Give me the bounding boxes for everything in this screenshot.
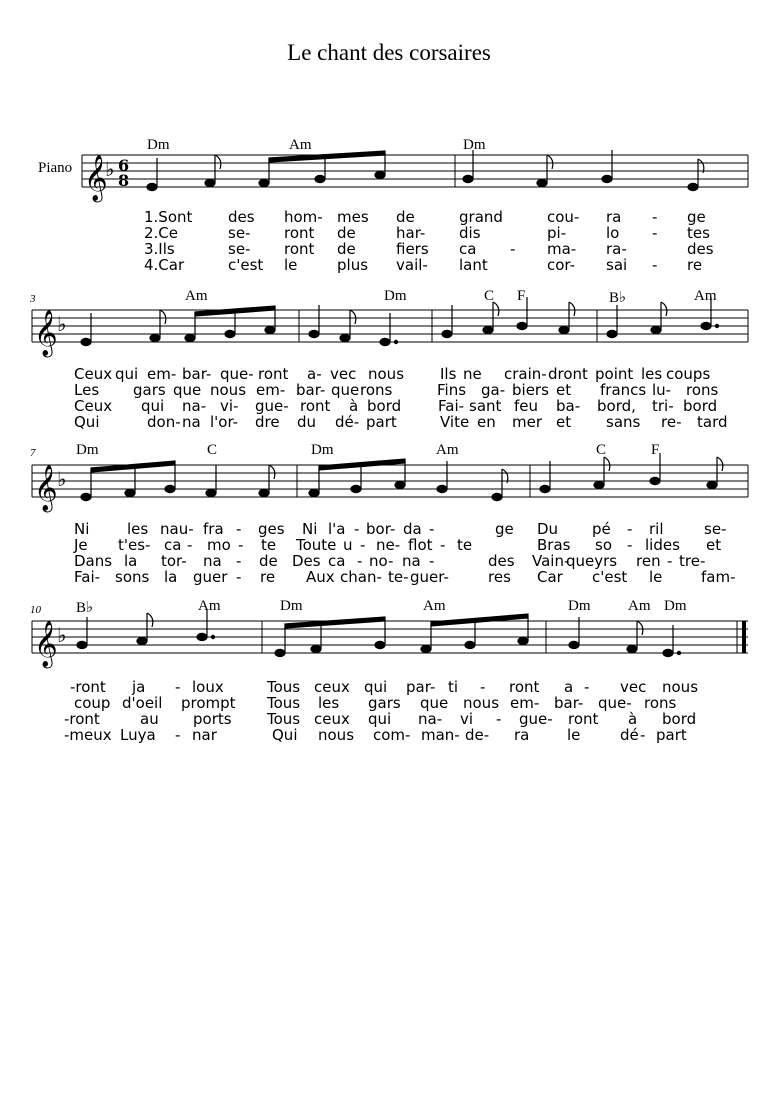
lyric: - (440, 536, 446, 554)
lyric: ril (649, 520, 664, 538)
lyric: la (164, 568, 178, 586)
lyric: u (343, 536, 353, 554)
chord-symbol: Am (198, 598, 221, 614)
lyric: Tous (267, 678, 301, 696)
lyric: te- (388, 568, 409, 586)
chord-symbol: Dm (664, 598, 687, 614)
lyric: nar (192, 726, 217, 744)
lyric: qui (115, 365, 139, 383)
lyric: com- (373, 726, 411, 744)
lyric: na (182, 413, 201, 431)
lyric: coup (74, 694, 111, 712)
lyric: res (488, 568, 511, 586)
lyric: loux (192, 678, 224, 696)
lyric: ge (495, 520, 514, 538)
lyric: le (649, 568, 663, 586)
lyric: ga- (481, 381, 506, 399)
flat-icon: ♭ (57, 623, 67, 647)
chord-symbol: C (596, 442, 607, 458)
lyric: sant (469, 397, 502, 415)
lyric: ca (328, 552, 346, 570)
lyric: dé (620, 726, 639, 744)
lyric: dis (459, 224, 481, 242)
lyric: qui (141, 397, 165, 415)
lyric: bar- (296, 381, 326, 399)
lyric: en (477, 413, 496, 431)
lyric: se- (228, 224, 251, 242)
lyric: - (640, 726, 646, 744)
lyric: ront (300, 397, 331, 415)
lyric: de (337, 240, 356, 258)
chord-symbol: F (517, 288, 526, 304)
lyric: bord (367, 397, 402, 415)
lyric: - (357, 552, 363, 570)
flat-icon: ♭ (57, 467, 67, 491)
treble-clef-icon: 𝄞 (34, 621, 58, 667)
lyric: na- (418, 710, 443, 728)
lyric: ba- (556, 397, 581, 415)
lyric: et (556, 381, 572, 399)
lyric: coups (666, 365, 711, 383)
staff-system-4 (0, 610, 778, 670)
lyric: francs (600, 381, 647, 399)
lyric: lides (645, 536, 680, 554)
lyric: Qui (74, 413, 100, 431)
chord-symbol: Dm (280, 598, 303, 614)
lyric: mo (207, 536, 231, 554)
staff-system-2 (0, 300, 778, 360)
measure-number: 7 (30, 447, 36, 459)
lyric: dé- (335, 413, 360, 431)
lyric: flot (408, 536, 433, 554)
chord-symbol: B♭ (609, 290, 627, 306)
lyric: grand (459, 208, 503, 226)
lyric: - (496, 710, 502, 728)
lyric: dre (255, 413, 280, 431)
lyric: -meux (64, 726, 112, 744)
lyric: Fai- (438, 397, 465, 415)
lyric: ja (132, 678, 146, 696)
lyric: de- (465, 726, 490, 744)
lyric: c'est (592, 568, 628, 586)
notes (147, 150, 704, 191)
flat-icon: ♭ (57, 312, 67, 336)
flat-icon: ♭ (105, 157, 115, 181)
lyric: point (595, 365, 634, 383)
lyric: c'est (228, 256, 264, 274)
lyric: ra (514, 726, 530, 744)
notes (81, 297, 719, 346)
lyric: ca (459, 240, 477, 258)
lyric: Qui (272, 726, 298, 744)
lyric: Dans (74, 552, 113, 570)
lyric: em- (510, 694, 540, 712)
time-signature: 6 (118, 156, 130, 175)
lyric: tard (697, 413, 728, 431)
lyric: - (236, 568, 242, 586)
treble-clef-icon: 𝄞 (34, 310, 58, 356)
lyric: chan- (340, 568, 382, 586)
lyric: tes (687, 224, 710, 242)
lyric: lo (606, 224, 620, 242)
lyric: ne- (376, 536, 401, 554)
lyric: - (360, 536, 366, 554)
lyric: qui (364, 678, 388, 696)
lyric: rons (644, 694, 677, 712)
lyric: fam- (701, 568, 736, 586)
lyric: Ni (74, 520, 90, 538)
chord-symbol: F (651, 442, 660, 458)
chord-symbol: Dm (568, 598, 591, 614)
chord-symbol: Dm (76, 442, 99, 458)
lyric: Tous (267, 710, 301, 728)
lyric: tor- (161, 552, 187, 570)
lyric: Aux (306, 568, 335, 586)
lyric: so (595, 536, 612, 554)
lyric: nous (210, 381, 247, 399)
chord-symbol: Am (694, 288, 717, 304)
lyric: - (480, 678, 486, 696)
lyric: Du (537, 520, 559, 538)
lyric: Fai- (74, 568, 101, 586)
lyric: bar- (554, 694, 584, 712)
lyric: que- (598, 694, 632, 712)
lyric: les (127, 520, 149, 538)
lyric: ront (509, 678, 540, 696)
lyric: - (652, 256, 658, 274)
lyric: la (124, 552, 138, 570)
lyric: gue- (519, 710, 553, 728)
lyric: no- (369, 552, 394, 570)
chord-symbol: Dm (311, 442, 334, 458)
lyric: Ils (440, 365, 457, 383)
lyric: - (652, 208, 658, 226)
lyric: de (337, 224, 356, 242)
lyric: ca (164, 536, 182, 554)
lyric: -ront (64, 710, 100, 728)
lyric: em- (147, 365, 177, 383)
lyric: - (236, 520, 242, 538)
instrument-label: Piano (38, 160, 73, 176)
lyric: guer- (410, 568, 449, 586)
lyric: - (584, 678, 590, 696)
notes (81, 453, 723, 501)
lyric: par- (406, 678, 436, 696)
lyric: qui (368, 710, 392, 728)
lyric: em- (256, 381, 286, 399)
chord-symbol: Am (423, 598, 446, 614)
measure-number: 3 (30, 293, 36, 305)
lyric: ront (258, 365, 289, 383)
lyric: Ni (302, 520, 318, 538)
lyric: fra (203, 520, 224, 538)
lyric: du (297, 413, 317, 431)
lyric: ma- (547, 240, 577, 258)
chord-symbol: Am (436, 442, 459, 458)
lyric: -ront (70, 678, 106, 696)
lyric: ne (463, 365, 482, 383)
lyric: har- (396, 224, 426, 242)
lyric: Luya (120, 726, 156, 744)
lyric: pi- (547, 224, 567, 242)
lyric: ront (284, 240, 315, 258)
lyric: au (140, 710, 159, 728)
lyric: vi- (220, 397, 239, 415)
chord-symbol: Am (185, 288, 208, 304)
lyric: que- (220, 365, 254, 383)
lyric: Les (74, 381, 100, 399)
lyric: ge (687, 208, 706, 226)
lyric: nous (368, 365, 405, 383)
measure-number: 10 (30, 604, 41, 616)
lyric: nous (662, 678, 699, 696)
chord-symbol: Dm (384, 288, 407, 304)
chord-symbol: Dm (147, 137, 170, 153)
lyric: ront (284, 224, 315, 242)
lyric: des (228, 208, 255, 226)
lyric: Ceux (74, 365, 113, 383)
lyric: - (187, 536, 193, 554)
lyric: - (175, 678, 181, 696)
lyric: t'es- (118, 536, 151, 554)
lyric: 4.Car (144, 256, 185, 274)
lyric: l'or- (210, 413, 239, 431)
lyric: sons (115, 568, 150, 586)
lyric: part (656, 726, 687, 744)
lyric: cou- (547, 208, 580, 226)
lyric: re (260, 568, 276, 586)
lyric: fiers (396, 240, 429, 258)
lyric: 3.Ils (144, 240, 175, 258)
lyric: vec (620, 678, 647, 696)
lyric: rons (360, 381, 393, 399)
lyric: cor- (547, 256, 576, 274)
lyric: ports (193, 710, 232, 728)
lyric: ges (258, 520, 285, 538)
lyric: Tous (267, 694, 301, 712)
lyric: nau- (160, 520, 194, 538)
lyric: da (403, 520, 422, 538)
lyric: man- (421, 726, 460, 744)
lyric: Des (292, 552, 321, 570)
lyric: Bras (537, 536, 571, 554)
lyric: hom- (284, 208, 323, 226)
lyric: re- (661, 413, 682, 431)
lyric: de (396, 208, 415, 226)
lyric: a (564, 678, 574, 696)
lyric: te (261, 536, 277, 554)
score-title: Le chant des corsaires (287, 40, 491, 65)
lyric: que (173, 381, 202, 399)
lyric: ra- (606, 240, 627, 258)
lyric: - (667, 552, 673, 570)
lyric: ceux (314, 710, 350, 728)
lyric: nous (318, 726, 355, 744)
lyric: - (510, 240, 516, 258)
lyric: 2.Ce (144, 224, 179, 242)
notes (77, 609, 681, 657)
lyric: queyrs (566, 552, 618, 570)
lyric: des (488, 552, 515, 570)
lyric: bar- (182, 365, 212, 383)
lyric: Vite (440, 413, 470, 431)
lyric: lu- (652, 381, 672, 399)
lyric: nous (463, 694, 500, 712)
chord-symbol: Am (289, 137, 312, 153)
lyric: - (354, 520, 360, 538)
treble-clef-icon: 𝄞 (34, 465, 58, 511)
lyric: crain- (504, 365, 547, 383)
lyric: bord, (597, 397, 636, 415)
lyric: que (331, 381, 360, 399)
lyric: Vain- (532, 552, 570, 570)
lyric: lant (459, 256, 488, 274)
lyric: - (627, 520, 633, 538)
lyric: na (402, 552, 421, 570)
lyric: ceux (314, 678, 350, 696)
lyric: na- (182, 397, 207, 415)
time-signature: 8 (118, 171, 130, 190)
chord-symbol: Dm (463, 137, 486, 153)
chord-symbol: C (484, 288, 495, 304)
lyric: Ceux (74, 397, 113, 415)
lyric: ti (448, 678, 459, 696)
chord-symbol: C (207, 442, 218, 458)
lyric: prompt (181, 694, 236, 712)
lyric: Je (74, 536, 88, 554)
lyric: plus (337, 256, 369, 274)
lyric: Toute (296, 536, 337, 554)
lyric: - (238, 536, 244, 554)
lyric: gars (368, 694, 401, 712)
lyric: à (628, 710, 638, 728)
staff-system-1 (0, 140, 778, 210)
lyric: na (203, 552, 222, 570)
lyric: guer (193, 568, 228, 586)
lyric: se- (704, 520, 727, 538)
lyric: gue- (255, 397, 289, 415)
lyric: sai (606, 256, 628, 274)
lyric: le (284, 256, 298, 274)
lyric: que (420, 694, 449, 712)
lyric: vi (460, 710, 474, 728)
lyric: et (706, 536, 722, 554)
lyric: - (627, 536, 633, 554)
lyric: - (175, 726, 181, 744)
lyric: tre- (679, 552, 706, 570)
lyric: te (457, 536, 473, 554)
lyric: de (259, 552, 278, 570)
lyric: - (236, 552, 242, 570)
lyric: bord (662, 710, 697, 728)
lyric: - (429, 552, 435, 570)
lyric: tri- (652, 397, 674, 415)
lyric: Car (537, 568, 563, 586)
lyric: a- (307, 365, 322, 383)
lyric: feu (514, 397, 539, 415)
lyric: ra (606, 208, 622, 226)
staff-system-3 (0, 455, 778, 515)
lyric: pé (592, 520, 611, 538)
lyric: ren (636, 552, 661, 570)
chord-symbol: B♭ (76, 600, 94, 616)
lyric: bord (683, 397, 718, 415)
lyric: les (318, 694, 340, 712)
lyric: et (556, 413, 572, 431)
lyric: dront (548, 365, 588, 383)
lyric: - (429, 520, 435, 538)
lyric: - (652, 224, 658, 242)
lyric: mes (337, 208, 369, 226)
lyric: part (366, 413, 397, 431)
lyric: bor- (366, 520, 396, 538)
lyric: re (687, 256, 703, 274)
lyric: gars (133, 381, 166, 399)
lyric: 1.Sont (144, 208, 193, 226)
lyric: vec (330, 365, 357, 383)
treble-clef-icon: 𝄞 (84, 155, 108, 201)
lyric: don- (147, 413, 181, 431)
lyric: ront (568, 710, 599, 728)
lyric: rons (686, 381, 719, 399)
lyric: à (349, 397, 359, 415)
lyric: sans (606, 413, 641, 431)
lyric: biers (512, 381, 549, 399)
lyric: vail- (396, 256, 428, 274)
lyric: mer (512, 413, 543, 431)
lyric: se- (228, 240, 251, 258)
lyric: d'oeil (122, 694, 163, 712)
lyric: le (567, 726, 581, 744)
chord-symbol: Am (628, 598, 651, 614)
lyric: l'a (328, 520, 346, 538)
lyric: des (687, 240, 714, 258)
lyric: Fins (437, 381, 467, 399)
lyric: les (641, 365, 663, 383)
